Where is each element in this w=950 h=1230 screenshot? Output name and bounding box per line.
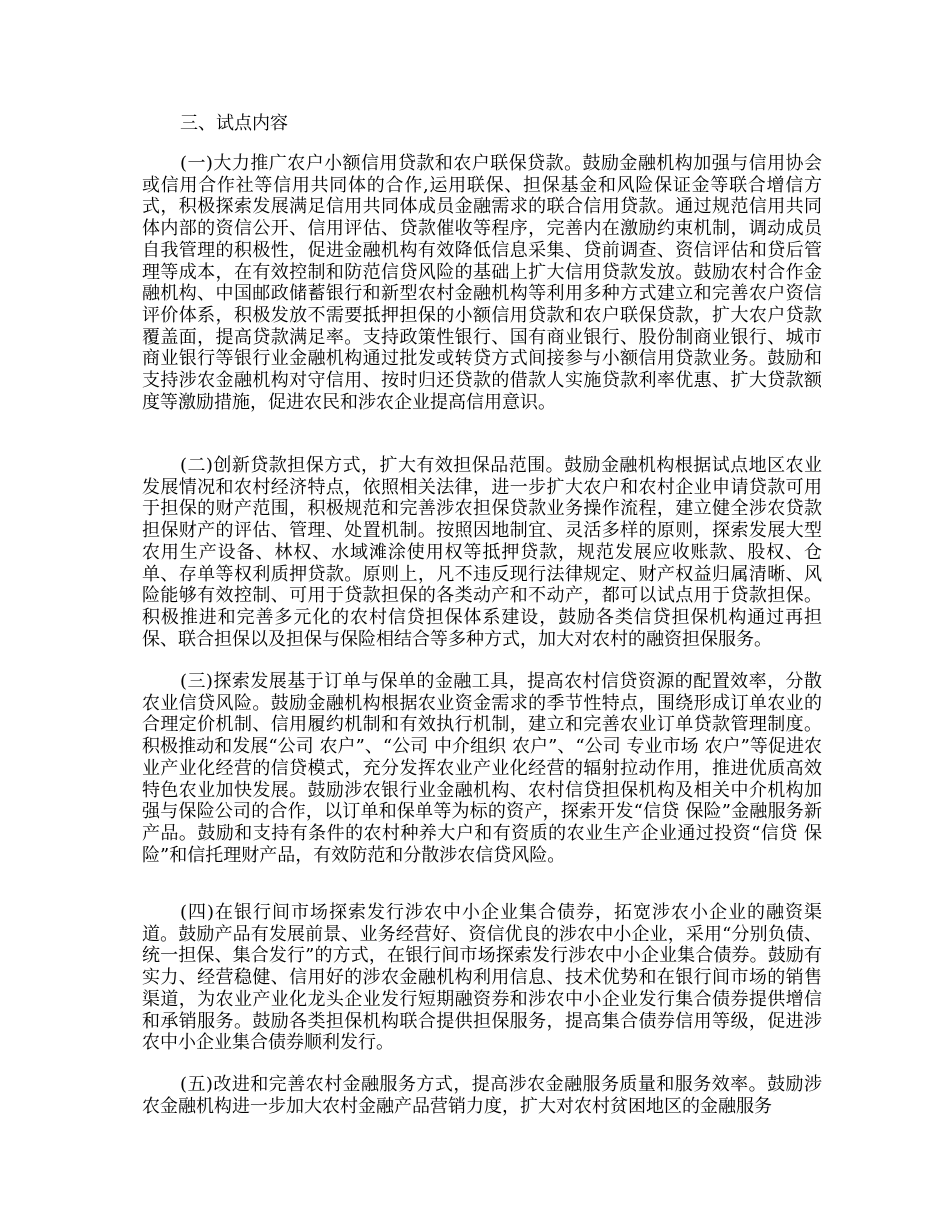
paragraph-5: (五)改进和完善农村金融服务方式，提高涉农金融服务质量和服务效率。鼓励涉农金融机构进一步加大农村金融产品营销力度，扩大对农村贫困地区的金融服务 — [142, 1074, 822, 1117]
paragraph-3: (三)探索发展基于订单与保单的金融工具，提高农村信贷资源的配置效率，分散农业信贷风险。鼓励金融机构根据农业资金需求的季节性特点，围绕形成订单农业的合理定价机制、信用履约机制和有效执行机制，建立和完善农业订单贷款管理制度。积极推动和发展“公司 农户”、“公司 中介组织 农户”、“公司 专业市场 农户”等促进农业产业化经营的信贷模式，充分发挥农业产业化经营的辐射拉动作用，推进优质高效特色农业加快发展。鼓励涉农银行业金融机构、农村信贷担保机构及相关中介机构加强与保险公司的合作，以订单和保单等为标的资产，探索开发“信贷 保险”金融服务新产品。鼓励和支持有条件的农村种养大户和有资质的农业生产企业通过投资“信贷 保险”和信托理财产品，有效防范和分散涉农信贷风险。 — [142, 671, 822, 866]
section-heading: 三、试点内容 — [180, 113, 288, 134]
paragraph-4: (四)在银行间市场探索发行涉农中小企业集合债券，拓宽涉农小企业的融资渠道。鼓励产品有发展前景、业务经营好、资信优良的涉农中小企业，采用“分别负债、统一担保、集合发行”的方式，在银行间市场探索发行涉农中小企业集合债券。鼓励有实力、经营稳健、信用好的涉农金融机构利用信息、技术优势和在银行间市场的销售渠道，为农业产业化龙头企业发行短期融资券和涉农中小企业发行集合债券提供增信和承销服务。鼓励各类担保机构联合提供担保服务，提高集合债券信用等级，促进涉农中小企业集合债券顺利发行。 — [142, 902, 822, 1054]
paragraph-2: (二)创新贷款担保方式，扩大有效担保品范围。鼓励金融机构根据试点地区农业发展情况和农村经济特点，依照相关法律，进一步扩大农户和农村企业申请贷款可用于担保的财产范围，积极规范和完善涉农担保贷款业务操作流程，建立健全涉农贷款担保财产的评估、管理、处置机制。按照因地制宜、灵活多样的原则，探索发展大型农用生产设备、林权、水域滩涂使用权等抵押贷款，规范发展应收账款、股权、仓单、存单等权利质押贷款。原则上，凡不违反现行法律规定、财产权益归属清晰、风险能够有效控制、可用于贷款担保的各类动产和不动产，都可以试点用于贷款担保。积极推进和完善多元化的农村信贷担保体系建设，鼓励各类信贷担保机构通过再担保、联合担保以及担保与保险相结合等多种方式，加大对农村的融资担保服务。 — [142, 455, 822, 650]
paragraph-1: (一)大力推广农户小额信用贷款和农户联保贷款。鼓励金融机构加强与信用协会或信用合作社等信用共同体的合作,运用联保、担保基金和风险保证金等联合增信方式，积极探索发展满足信用共同体成员金融需求的联合信用贷款。通过规范信用共同体内部的资信公开、信用评估、贷款催收等程序，完善内在激励约束机制，调动成员自我管理的积极性，促进金融机构有效降低信息采集、贷前调查、资信评估和贷后管理等成本，在有效控制和防范信贷风险的基础上扩大信用贷款发放。鼓励农村合作金融机构、中国邮政储蓄银行和新型农村金融机构等利用多种方式建立和完善农户资信评价体系，积极发放不需要抵押担保的小额信用贷款和农户联保贷款，扩大农户贷款覆盖面，提高贷款满足率。支持政策性银行、国有商业银行、股份制商业银行、城市商业银行等银行业金融机构通过批发或转贷方式间接参与小额信用贷款业务。鼓励和支持涉农金融机构对守信用、按时归还贷款的借款人实施贷款利率优惠、扩大贷款额度等激励措施，促进农民和涉农企业提高信用意识。 — [142, 153, 822, 413]
